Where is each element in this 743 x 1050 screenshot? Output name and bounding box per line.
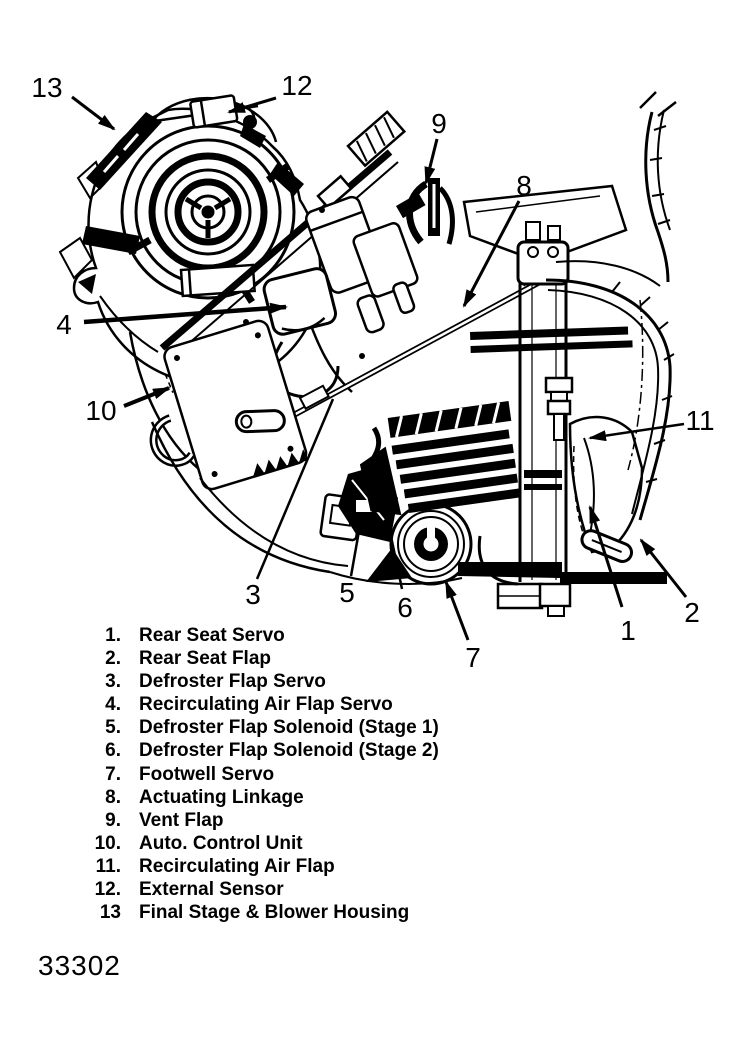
legend-item-text: Vent Flap bbox=[139, 809, 224, 831]
legend-item-number: 1. bbox=[105, 625, 121, 646]
legend-item bbox=[0, 716, 520, 739]
callout-label-1: 1 bbox=[620, 615, 636, 646]
legend-item-text: Defroster Flap Solenoid (Stage 2) bbox=[139, 740, 439, 762]
callout-label-13: 13 bbox=[31, 72, 63, 103]
callout-label-10: 10 bbox=[85, 395, 117, 426]
legend-item-text: Defroster Flap Solenoid (Stage 1) bbox=[139, 717, 439, 739]
callout-label-5: 5 bbox=[339, 577, 355, 608]
legend-item-number: 12. bbox=[94, 879, 121, 901]
callout-label-2: 2 bbox=[684, 597, 700, 628]
callout-label-4: 4 bbox=[56, 309, 72, 340]
legend-item-text: Footwell Servo bbox=[139, 763, 275, 785]
callout-label-12: 12 bbox=[281, 70, 313, 101]
legend-item-text: Auto. Control Unit bbox=[139, 832, 303, 854]
leader-9 bbox=[426, 139, 437, 183]
legend-item-text: Rear Seat Servo bbox=[139, 625, 285, 646]
callout-label-3: 3 bbox=[245, 579, 261, 610]
legend-item-text: Recirculating Air Flap Servo bbox=[139, 694, 393, 716]
legend-item-number: 11. bbox=[95, 855, 121, 877]
legend-item-number: 5. bbox=[105, 717, 121, 739]
callout-label-6: 6 bbox=[397, 592, 413, 623]
legend-item-number: 4. bbox=[105, 694, 121, 716]
figure-number: 33302 bbox=[38, 950, 121, 981]
legend-item bbox=[0, 670, 520, 693]
heater-fins bbox=[354, 401, 522, 520]
legend-item bbox=[0, 878, 520, 901]
legend-item-text: Actuating Linkage bbox=[139, 786, 304, 808]
legend-item-text: Rear Seat Flap bbox=[139, 648, 271, 670]
legend-item-number: 13 bbox=[99, 902, 121, 924]
callout-label-11: 11 bbox=[685, 405, 715, 436]
legend-item bbox=[0, 739, 520, 762]
legend-item-number: 8. bbox=[105, 786, 121, 808]
recirculating-air-flap-servo bbox=[262, 267, 338, 337]
callout-label-8: 8 bbox=[516, 170, 532, 201]
legend-item bbox=[0, 901, 520, 924]
legend-item-number: 6. bbox=[105, 740, 121, 762]
legend-item bbox=[0, 786, 520, 809]
legend-item bbox=[0, 647, 520, 670]
legend-item-text: Defroster Flap Servo bbox=[139, 671, 326, 693]
legend-item-number: 3. bbox=[105, 671, 121, 693]
legend-item-number: 2. bbox=[105, 648, 121, 670]
legend-item-number: 10. bbox=[94, 832, 121, 854]
leader-2 bbox=[641, 540, 686, 597]
legend-item bbox=[0, 624, 520, 647]
legend-item-text: Recirculating Air Flap bbox=[139, 855, 335, 877]
callout-label-9: 9 bbox=[431, 108, 447, 139]
legend-item-number: 9. bbox=[105, 809, 121, 831]
legend bbox=[0, 624, 520, 924]
legend-item-number: 7. bbox=[105, 763, 121, 785]
legend-item bbox=[0, 855, 520, 878]
legend-item bbox=[0, 832, 520, 855]
legend-item bbox=[0, 763, 520, 786]
recirculating-air-flap bbox=[570, 417, 642, 564]
callout-label-7: 7 bbox=[465, 642, 481, 673]
legend-item bbox=[0, 809, 520, 832]
legend-item-text: Final Stage & Blower Housing bbox=[139, 902, 410, 924]
legend-item-text: External Sensor bbox=[139, 879, 284, 901]
auto-control-unit bbox=[154, 318, 309, 492]
leader-13 bbox=[72, 97, 114, 129]
legend-item bbox=[0, 693, 520, 716]
